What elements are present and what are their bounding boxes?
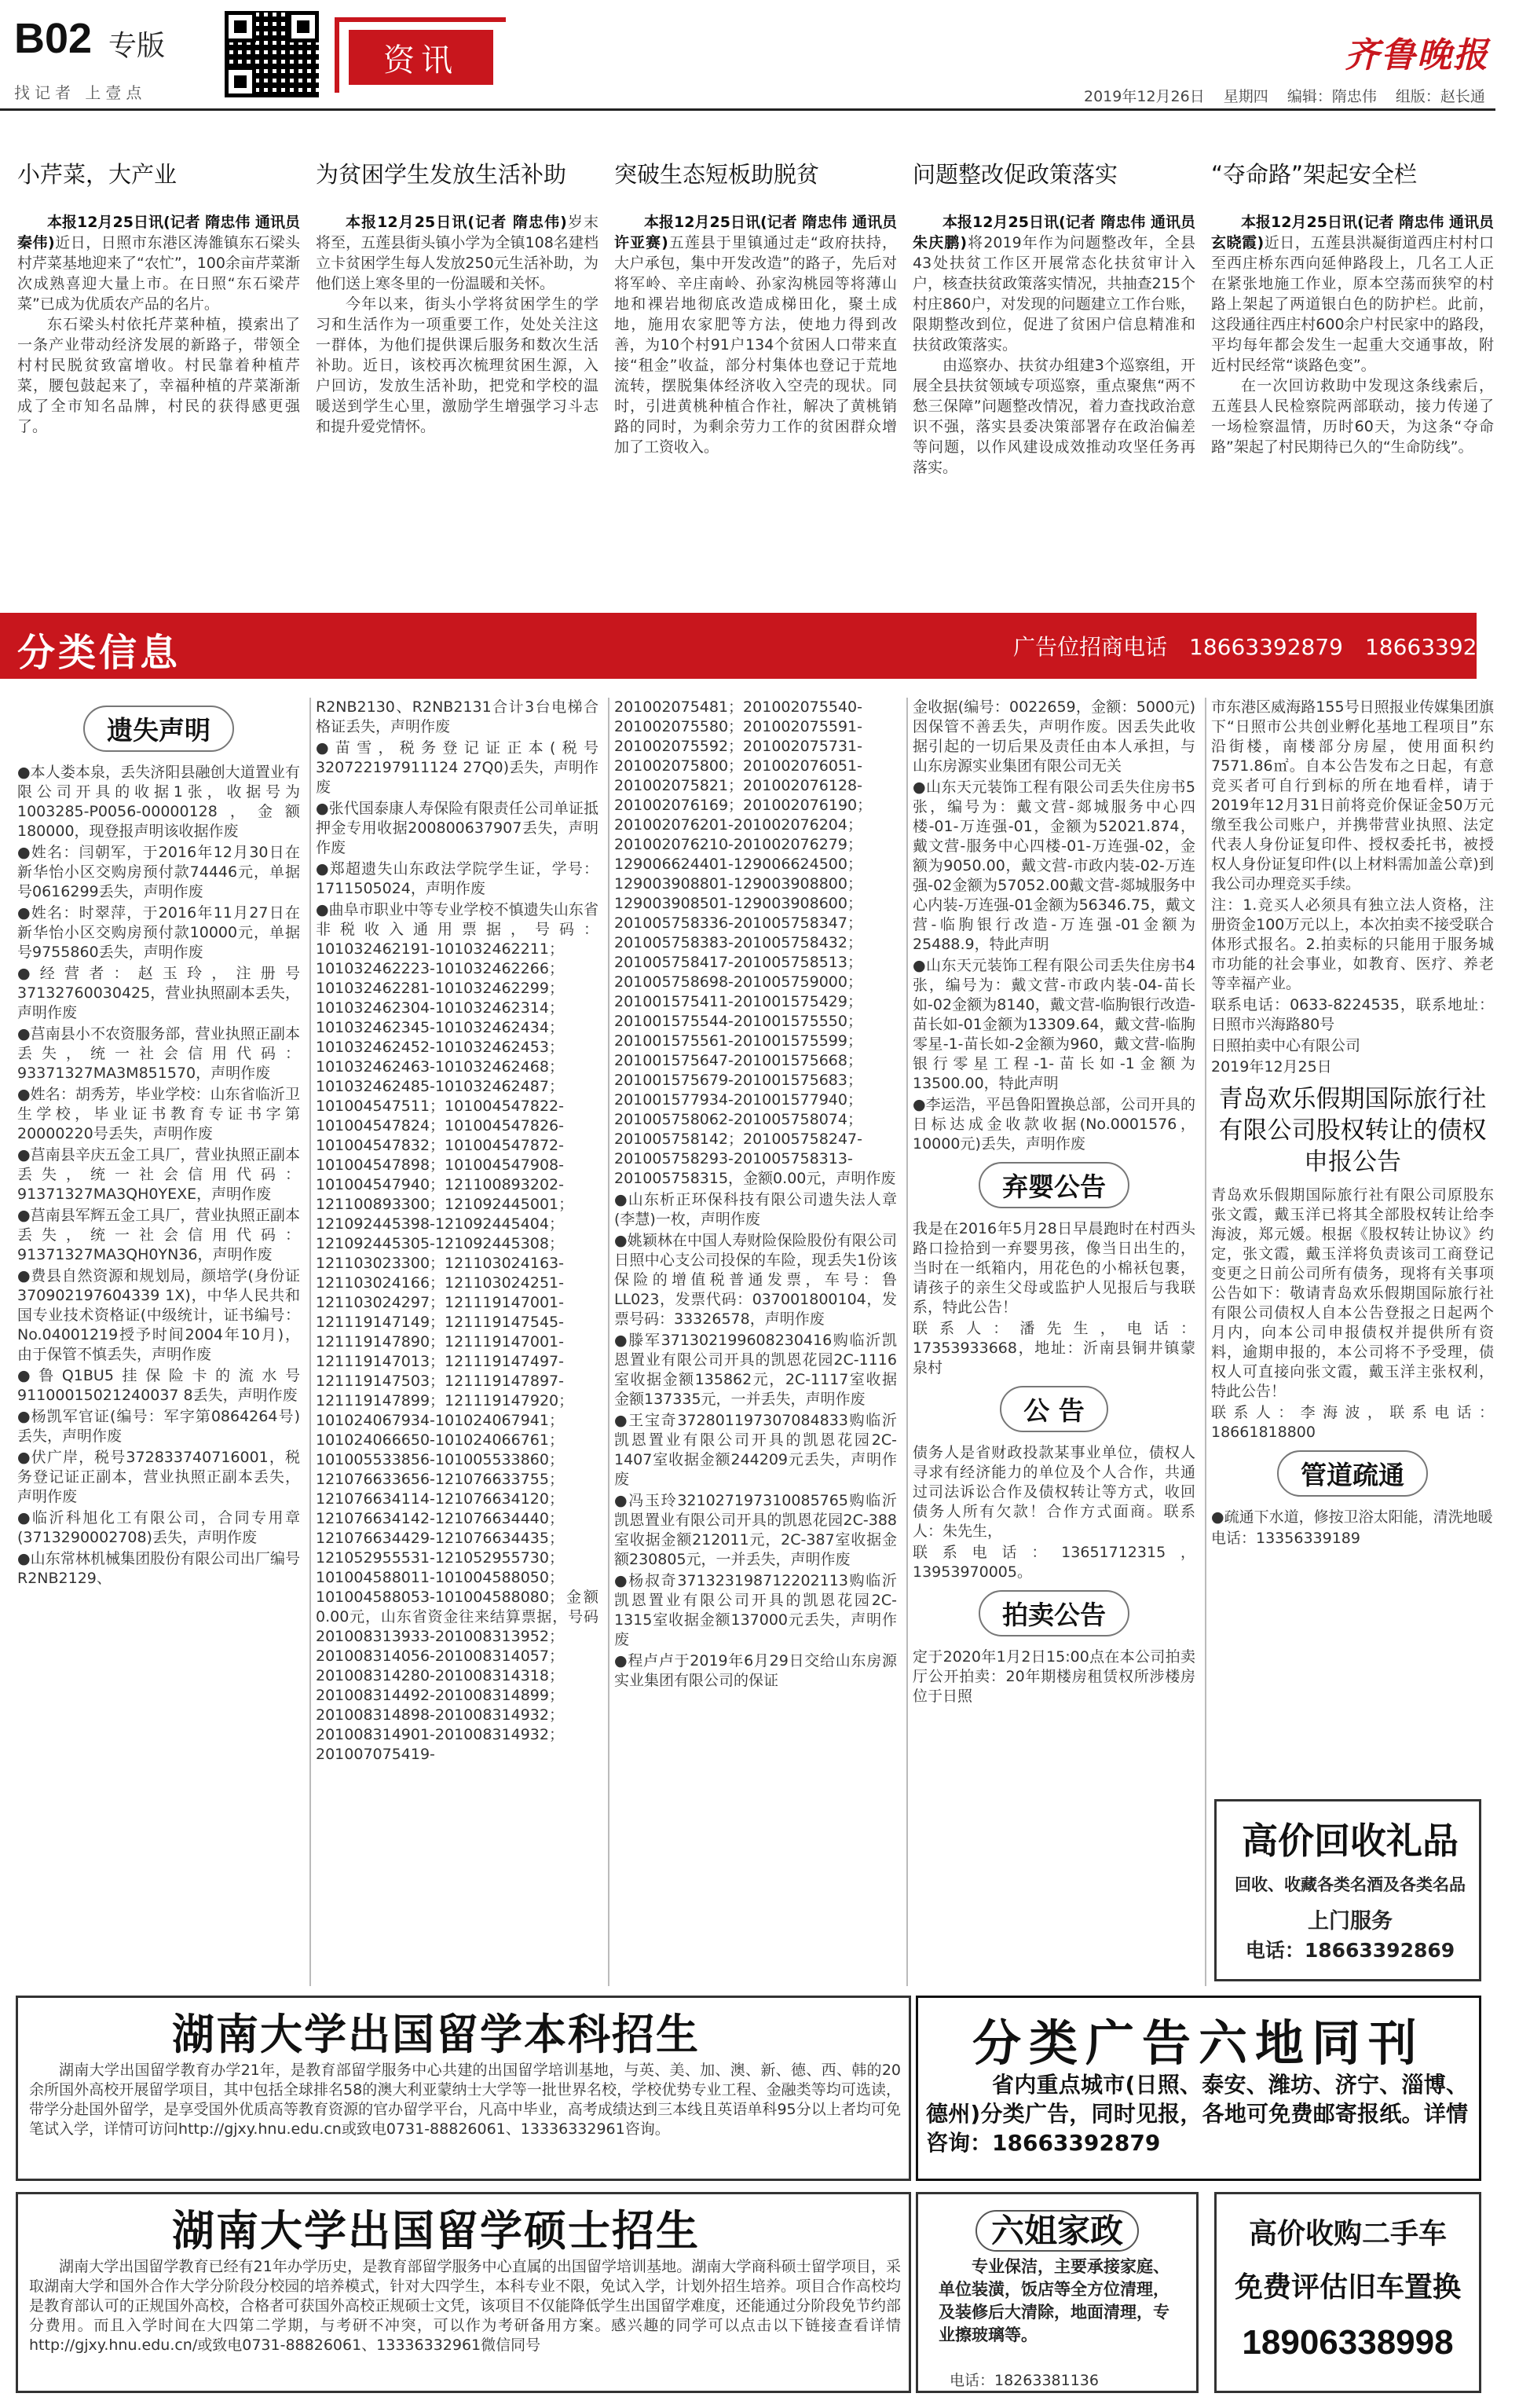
notice-item: ●莒南县小不农资服务部，营业执照正副本丢失，统一社会信用代码：93371327MA3M851570，声明作废	[17, 1025, 300, 1082]
ad-title	[918, 2205, 1196, 2252]
ad-gift-recycling	[1214, 1799, 1481, 1981]
classified-column	[17, 698, 300, 1986]
column-divider	[1205, 698, 1206, 1986]
article-dek: 本报12月25日讯(记者 隋忠伟 通讯员 秦伟)	[17, 214, 300, 251]
notice-item: ●伏广岸，税号372833740716001，税务登记证正副本，营业执照正副本丢失，声明作废	[17, 1449, 300, 1505]
classified-column	[913, 698, 1195, 1986]
ad-housekeeping	[916, 2192, 1199, 2393]
dateline	[1084, 85, 1499, 106]
phone-label: 广告位招商电话	[1013, 634, 1168, 660]
notice-item: 201002075481；201002075540-201002075580；201002075591-201002075592；201002075731-201002075800；201002076051-201002075821；201002076128-201002076169；201002076190；201002076201-201002076204；201002076210-201002076279；129006624401-129006624500；129003908801-129003908800；129003908501-129003908600；201005758336-201005758347；201005758383-201005758432；201005758417-201005758513；201005758698-201005759000；201001575411-201001575429；201001575544-201001575550；201001575561-201001575599；201001575647-201001575668；201001575679-201001575683；201001577934-201001577940；201005758062-201005758074；201005758142；201005758247-201005758293-201005758313-201005758315，金额0.00元，声明作废	[614, 698, 896, 1187]
classified-column	[1211, 698, 1494, 1790]
notice-item: 债务人是省财政投款某事业单位，债权人寻求有经济能力的单位及个人合作，共通过司法诉讼合作及债权转让等方式，收回债务人所有欠款！合作方式面商。联系人：朱先生，	[913, 1444, 1195, 1540]
column-divider	[906, 698, 908, 1986]
newspaper-logo: 齐鲁晚报	[1345, 35, 1489, 75]
notice-heading	[913, 1590, 1195, 1636]
notice-heading	[1211, 1450, 1494, 1497]
ad-title-text: 六姐家政	[975, 2210, 1139, 2252]
notice-item: ●苗雪，税务登记证正本(税号320722197911124 27Q0)丢失，声明作废	[316, 739, 598, 796]
ad-title: 分类广告六地同刊	[972, 2014, 1425, 2072]
page-number: B02	[14, 15, 93, 62]
ad-six-city	[916, 1996, 1481, 2181]
notice-item: ●本人娄本泉，丢失济阳县融创大道置业有限公司开具的收据1张，收据号为1003285-P0056-00000128，金额180000，现登报声明该收据作废	[17, 764, 300, 840]
weekday: 星期四	[1223, 88, 1268, 105]
phone-number: 18663392869	[1364, 634, 1519, 660]
ad-subtitle: 回收、收藏各类名酒及各类名品	[1235, 1875, 1466, 1894]
notice-item: ●莒南县军辉五金工具厂，营业执照正副本丢失，统一社会信用代码：91371327MA3QH0YN36，声明作废	[17, 1207, 300, 1263]
ad-phone: 电话：18663392869	[1245, 1939, 1455, 1962]
notice-heading	[913, 1386, 1195, 1432]
notice-heading-text: 管道疏通	[1277, 1450, 1428, 1497]
ad-title: 高价回收礼品	[1242, 1820, 1459, 1862]
notice-item: 定于2020年1月2日15:00点在本公司拍卖厅公开拍卖：20年期楼房租赁权所涉楼房位于日照	[913, 1648, 1195, 1705]
section-label: 专版	[108, 30, 166, 62]
notice-item: ●姓名：胡秀芳，毕业学校：山东省临沂卫生学校，毕业证书教育专证书字第20000220号丢失，声明作废	[17, 1086, 300, 1142]
ad-body: 湖南大学出国留学教育办学21年，是教育部留学服务中心共建的出国留学培训基地，与英、美、加、澳、新、德、西、韩的20余所国外高校开展留学项目，其中包括全球排名58的澳大利亚蒙纳士大学等一批世界名校，学校优势专业工程、金融类等均可选读，带学分赴国外留学，是享受国外优质高等教育资源的官办留学平台，凡高中毕业，高考成绩达到三本线且英语单科95分以上者均可免笔试入学，详情可访问http://gjxy.hnu.edu.cn或致电0731-88826061、13336332961咨询。	[29, 2062, 901, 2138]
article-title: “夺命路”架起安全栏	[1211, 161, 1418, 188]
ad-title: 高价收购二手车	[1248, 2218, 1447, 2250]
notice-item: ●李运浩，平邑鲁阳置换总部，公司开具的日标达成金收款收据(No.0001576，10000元)丢失，声明作废	[913, 1096, 1195, 1153]
notice-item: ●张代国泰康人寿保险有限责任公司单证抵押金专用收据200800637907丢失，声明作废	[316, 800, 598, 856]
article-body: 在一次回访救助中发现这条线索后，五莲县人民检察院两部联动，接力传递了一场检察温情，历时60天，为这条“夺命路”架起了村民期待已久的“生命防线”。	[1211, 377, 1494, 456]
notice-heading	[17, 706, 300, 752]
notice-item: ●莒南县辛庆五金工具厂，营业执照正副本丢失，统一社会信用代码：91371327MA3QH0YEXE，声明作废	[17, 1146, 300, 1203]
news-article	[316, 157, 598, 437]
ad-phone: 电话：18263381136	[950, 2372, 1099, 2389]
notice-item: ●冯玉玲321027197310085765购临沂凯恩置业有限公司开具的凯恩花园2C-388室收据金额212011元，2C-387室收据金额230805元，一并丢失，声明作废	[614, 1492, 897, 1568]
article-body: 由巡察办、扶贫办组建3个巡察组，开展全县扶贫领域专项巡察，重点聚焦“两不愁三保障”问题整改情况，着力查找政治意识不强，落实县委决策部署存在政治偏差等问题，以作风建设成效推动攻坚任务再落实。	[913, 357, 1195, 476]
notice-item: 金收据(编号：0022659，金额：5000元)因保管不善丢失，声明作废。因丢失此收据引起的一切后果及责任由本人承担，与山东房源实业集团有限公司无关	[913, 698, 1195, 775]
banner-title: 分类信息	[17, 631, 181, 675]
notice-item: ●姓名：时翠萍，于2016年11月27日在新华怡小区交购房预付款10000元，单据号9755860丢失，声明作废	[17, 904, 300, 961]
designer: 组版：赵长通	[1395, 88, 1485, 105]
notice-item: ●郑超遗失山东政法学院学生证，学号：1711505024，声明作废	[316, 860, 598, 897]
section-tab: 资讯	[349, 30, 493, 85]
notice-item: ●杨凯军官证(编号：军字第0864264号)丢失，声明作废	[17, 1408, 300, 1445]
notice-heading	[913, 1162, 1195, 1208]
notice-item: 我是在2016年5月28日早晨跑时在村西头路口捡拾到一弃婴男孩，像当日出生的，当时在一纸箱内，用花色的小棉袄包裹，请孩子的亲生父母或监护人见报后与我联系，特此公告！	[913, 1220, 1195, 1316]
classified-column	[614, 698, 897, 1986]
news-article	[17, 157, 300, 437]
ad-service: 上门服务	[1308, 1909, 1393, 1933]
classifieds-banner	[0, 613, 1519, 679]
ad-title: 湖南大学出国留学本科招生	[172, 2010, 700, 2059]
phone-number: 18663392879	[1189, 634, 1343, 660]
notice-item: ●山东析正环保科技有限公司遗失法人章(李慧)一枚，声明作废	[614, 1191, 897, 1228]
column-divider	[309, 698, 311, 1986]
ad-hunan-bachelor	[16, 1996, 911, 2181]
article-dek: 本报12月25日讯(记者 隋忠伟)	[346, 214, 567, 231]
article-dek: 本报12月25日讯(记者 隋忠伟 通讯员 朱庆鹏)	[913, 214, 1195, 251]
header-rule	[0, 108, 1495, 111]
notice-item: 2019年12月25日	[1211, 1058, 1332, 1076]
news-article	[913, 157, 1195, 478]
ad-hunan-master	[16, 2192, 911, 2393]
notice-title: 青岛欢乐假期国际旅行社有限公司股权转让的债权申报公告	[1218, 1085, 1487, 1176]
article-title: 突破生态短板助脱贫	[614, 161, 820, 188]
notice-item: 注：1.竞买人必须具有独立法人资格，注册资金100万元以上，本次拍卖不接受联合体形式报名。2.拍卖标的只能用于服务城市功能的社会事业，如教育、医疗、养老等幸福产业。	[1211, 896, 1494, 992]
ad-phone: 18906338998	[1242, 2323, 1454, 2362]
news-article	[1211, 157, 1494, 457]
article-title: 为贫困学生发放生活补助	[316, 161, 567, 188]
notice-item: 日照拍卖中心有限公司	[1211, 1037, 1361, 1054]
notice-item: 联系人：潘先生，电话：17353933668，地址：沂南县铜井镇蒙泉村	[913, 1320, 1195, 1376]
notice-item: ●姚颖林在中国人寿财险保险股份有限公司日照中心支公司投保的车险，现丢失1份该保险的增值税普通发票，车号：鲁LL023，发票代码：037001800104，发票号码：33326578，声明作废	[614, 1232, 897, 1328]
notice-item: ●姓名：闫朝军，于2016年12月30日在新华怡小区交购房预付款74446元，单据号0616299丢失，声明作废	[17, 844, 300, 900]
notice-item: 联系人：李海波，联系电话：18661818800	[1211, 1404, 1494, 1441]
notice-item: 联系电话：0633-8224535，联系地址：日照市兴海路80号	[1211, 996, 1494, 1033]
article-title: 小芹菜，大产业	[17, 161, 178, 188]
ad-body: 省内重点城市(日照、泰安、潍坊、济宁、淄博、德州)分类广告，同时见报，各地可免费邮寄报纸。详情咨询：18663392879	[926, 2072, 1468, 2156]
article-body: 五莲县于里镇通过走“政府扶持，大户承包，集中开发改造”的路子，先后对将军岭、辛庄南岭、孙家沟桃园等将薄山地和裸岩地彻底改造成梯田化，聚土成地，施用农家肥等方法，使地力得到改善，为10个村91户134个贫困人口带来直接“租金”收益，部分村集体也登记于荒地流转，摆脱集体经济收入空壳的现状。同时，引进黄桃种植合作社，解决了黄桃销路的同时，为剩余劳力工作的贫困群众增加了工资收入。	[614, 234, 897, 456]
notice-item: ●鲁Q1BU5挂保险卡的流水号91100015021240037 8丢失，声明作废	[17, 1367, 300, 1404]
article-body: 将2019年作为问题整改年，全县43处扶贫工作区开展常态化扶贫审计入户，核查扶贫政策落实情况，共抽查215个村庄860户，对发现的问题建立工作台账，限期整改到位，促进了贫困户信息精准和扶贫政策落实。	[913, 234, 1196, 354]
date: 2019年12月26日	[1084, 88, 1205, 105]
notice-item: ●经营者：赵玉玲，注册号37132760030425，营业执照副本丢失，声明作废	[17, 965, 300, 1021]
ad-body: 湖南大学出国留学教育已经有21年办学历史，是教育部留学服务中心直属的出国留学培训基地。湖南大学商科硕士留学项目，采取湖南大学和国外合作大学分阶段分校园的培养模式，针对大四学生，本科专业不限，免试入学，计划外招生培养。项目合作高校均是教育部认可的正规国外高校，合格者可获国外高校正规硕士文凭，该项目不仅能降低学生出国留学难度，还能通过分阶段免节约部分费用。而且入学时间在大四第二学期，与考研不冲突，可以作为考研备用方案。感兴趣的同学可以点击以下链接查看详情http://gjxy.hnu.edu.cn/或致电0731-88826061、13336332961微信同号	[29, 2258, 901, 2354]
notice-item: ●疏通下水道，修按卫浴太阳能，清洗地暖	[1211, 1508, 1493, 1526]
notice-heading-text: 弃婴公告	[979, 1162, 1129, 1208]
notice-item: 市东港区威海路155号日照报业传媒集团旗下“日照市公共创业孵化基地工程项目”东沿街楼，南楼部分房屋，使用面积约7571.86㎡。自本公告发布之日起，有意竞买者可自行到标的所在地看样，请于2019年12月31日前将竞价保证金50万元缴至我公司账户，并携带营业执照、法定代表人身份证复印件、授权委托书，被授权人身份证复印件(以上材料需加盖公章)到我公司办理竞买手续。	[1211, 698, 1494, 892]
notice-item: ●程卢卢于2019年6月29日交给山东房源实业集团有限公司的保证	[614, 1652, 897, 1689]
notice-item: ●山东常林机械集团股份有限公司出厂编号R2NB2129、	[17, 1550, 300, 1587]
notice-item: ●山东天元装饰工程有限公司丢失住房书5张，编号为：戴文营-郯城服务中心四楼-01-万连强-01，金额为52021.874，戴文营-服务中心四楼-01-万连强-02，金额为9050.00，戴文营-市政内装-02-万连强-02金额为57052.00戴文营-郯城服务中心内装-万连强-01金额为56346.75，戴文营-临朐银行改造-万连强-01金额为25488.9，特此声明	[913, 779, 1195, 953]
ad-subtitle: 免费评估旧车置换	[1234, 2271, 1461, 2304]
notice-item: ●曲阜市职业中等专业学校不慎遗失山东省非税收入通用票据，号码：101032462191-101032462211；101032462223-101032462266；101032462281-101032462299；101032462304-101032462314；101032462345-101032462434；101032462452-101032462453；101032462463-101032462468；101032462485-101032462487；101004547511；101004547822-101004547824；101004547826-101004547832；101004547872-101004547898；101004547908-101004547940；121100893202-121100893300；121092445001；121092445398-121092445404；121092445305-121092445308；121103023300；121103024163-121103024166；121103024251-121103024297；121119147001-121119147149；121119147545-121119147890；121119147001-121119147013；121119147497-121119147503；121119147897-121119147899；121119147920；101024067934-101024067941；101024066650-101024066761；101005533856-101005533860；121076633656-121076633755；121076634114-121076634120；121076634142-121076634440；121076634429-121076634435；121052955531-121052955730；101004588011-101004588050；101004588053-101004588080；金额0.00元，山东省资金往来结算票据，号码201008313933-201008313952；201008314056-201008314057；201008314280-201008314318；201008314492-201008314899；201008314898-201008314932；201008314901-201008314932；201007075419-	[316, 901, 598, 1763]
news-article	[614, 157, 897, 457]
notice-item: 青岛欢乐假期国际旅行社有限公司原股东张文霞，戴玉洋已将其全部股权转让给李海波，郑元媛。根据《股权转让协议》约定，张文霞，戴玉洋将负责该司工商登记变更之日前公司所有债务，现将有关事项公告如下：敬请青岛欢乐假期国际旅行社有限公司债权人自本公告登报之日起两个月内，向本公司申报债权并提供所有资料，逾期申报的，本公司将不予受理，债权人可直接向张文霞，戴玉洋主张权利，特此公告！	[1211, 1186, 1494, 1400]
notice-item: 联系电话：13651712315，13953970005。	[913, 1544, 1195, 1581]
editor: 编辑：隋忠伟	[1287, 88, 1377, 105]
article-body: 近日，五莲县洪凝街道西庄村村口至西庄桥东西向延伸路段上，几名工人正在紧张地施工作业，原本空荡而狭窄的村路上架起了两道银白色的防护栏。此前，这段通往西庄村600余户村民家中的路段，平均每年都会发生一起重大交通事故，附近村民经常“谈路色变”。	[1211, 234, 1494, 374]
column-divider	[608, 698, 609, 1986]
classified-column	[316, 698, 598, 1986]
ad-title: 湖南大学出国留学硕士招生	[172, 2206, 700, 2256]
article-body: 近日，日照市东港区涛雒镇东石梁头村芹菜基地迎来了“农忙”，100余亩芹菜渐次成熟喜迎大量上市。在日照“东石梁芹菜”已成为优质农产品的名片。	[17, 234, 300, 313]
notice-item: R2NB2130、R2NB2131合计3台电梯合格证丢失，声明作废	[316, 698, 598, 735]
notice-item: ●山东天元装饰工程有限公司丢失住房书4张，编号为：戴文营-市政内装-04-苗长如-02金额为8140，戴文营-临朐银行改造-苗长如-01金额为13309.64，戴文营-临朐零星-1-苗长如-2金额为960，戴文营-临朐银行零星工程-1-苗长如-1金额为13500.00，特此声明	[913, 957, 1195, 1092]
notice-heading-text: 拍卖公告	[979, 1590, 1129, 1636]
notice-item: ●杨叔奇371323198712202113购临沂凯恩置业有限公司开具的凯恩花园2C-1315室收据金额137000元丢失，声明作废	[614, 1572, 897, 1648]
motto: 找记者 上壹点	[14, 83, 147, 102]
article-body: 东石梁头村依托芹菜种植，摸索出了一条产业带动经济发展的新路子，带领全村村民脱贫致富增收。村民靠着种植芹菜，腰包鼓起来了，幸福种植的芹菜渐渐成了全市知名品牌，村民的获得感更强了。	[17, 316, 300, 435]
notice-item: ●费县自然资源和规划局，颜培学(身份证370902197604339 1X)，中华人民共和国专业技术资格证(中级统计，证书编号：No.04001219授予时间2004年10月)，由于保管不慎丢失，声明作废	[17, 1267, 300, 1363]
notice-item: ●临沂科旭化工有限公司，合同专用章(3713290002708)丢失，声明作废	[17, 1509, 300, 1546]
article-dek: 本报12月25日讯(记者 隋忠伟 通讯员 许亚赛)	[614, 214, 897, 251]
notice-item: ●王宝奇372801197307084833购临沂凯恩置业有限公司开具的凯恩花园2C-1407室收据金额244209元丢失，声明作废	[614, 1412, 897, 1488]
article-body: 岁末将至，五莲县街头镇小学为全镇108名建档立卡贫困学生每人发放250元生活补助，为他们送上寒冬里的一份温暖和关怀。	[316, 214, 598, 292]
article-dek: 本报12月25日讯(记者 隋忠伟 通讯员 玄晓霞)	[1211, 214, 1494, 251]
banner-phone	[1013, 630, 1519, 662]
article-title: 问题整改促政策落实	[913, 161, 1118, 188]
notice-item: ●滕军371302199608230416购临沂凯恩置业有限公司开具的凯恩花园2C-1116室收据金额135862元，2C-1117室收据金额137335元，一并丢失，声明作废	[614, 1332, 897, 1408]
notice-heading-text: 遗失声明	[83, 706, 234, 752]
ad-used-car	[1214, 2192, 1481, 2393]
notice-item: 电话：13356339189	[1211, 1530, 1360, 1547]
notice-heading-text: 公 告	[1000, 1386, 1108, 1432]
qr-code-icon	[225, 11, 319, 97]
article-body: 今年以来，街头小学将贫困学生的学习和生活作为一项重要工作，处处关注这一群体，为他们提供课后服务和数次生活补助。近日，该校再次梳理贫困生源，入户回访，发放生活补助，把党和学校的温暖送到学生心里，激励学生增强学习斗志和提升爱党情怀。	[316, 295, 598, 435]
ad-body: 专业保洁，主要承接家庭、单位装潢，饭店等全方位清理，及装修后大清除，地面清理，专业擦玻璃等。	[939, 2257, 1169, 2344]
